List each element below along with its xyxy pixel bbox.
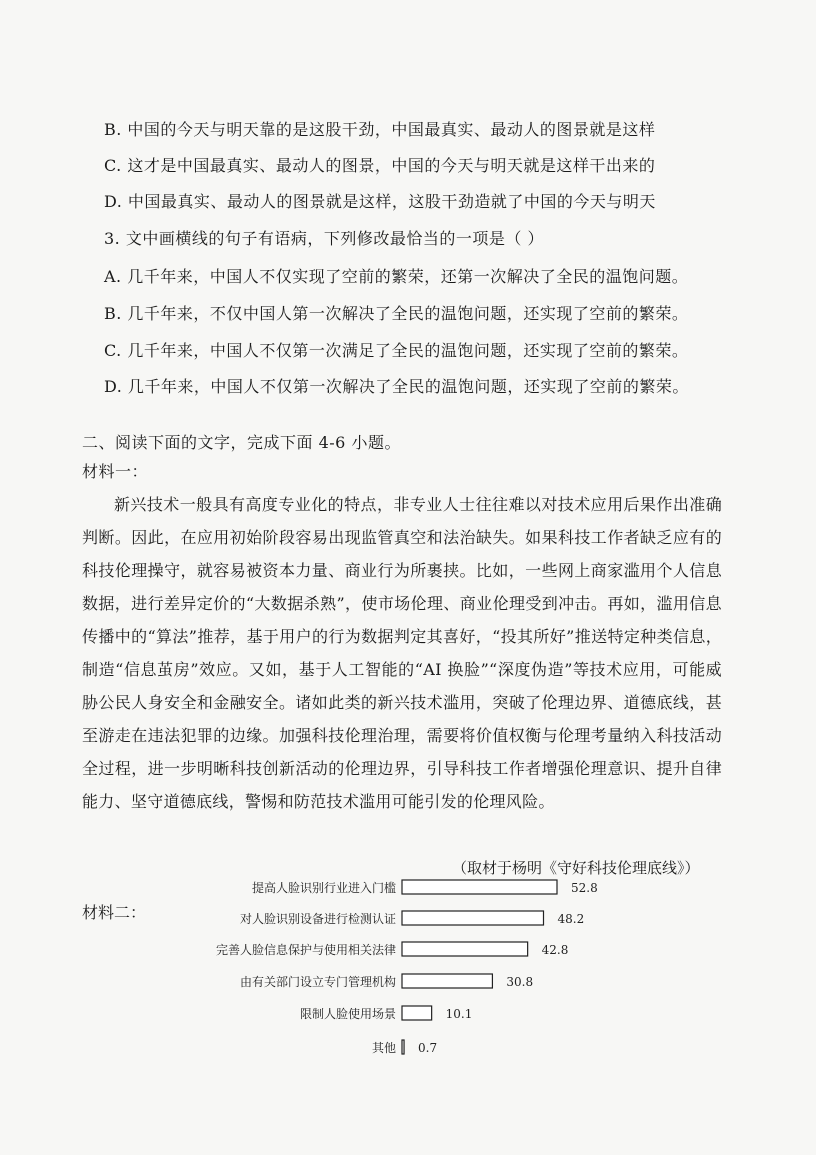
value-label: 52.8 xyxy=(571,881,598,895)
bar xyxy=(402,1040,404,1054)
question-3-option-b: B. 几千年来，不仅中国人第一次解决了全民的温饱问题，还实现了空前的繁荣。 xyxy=(104,304,689,323)
section-2-heading: 二、阅读下面的文字，完成下面 4-6 小题。 xyxy=(82,433,401,452)
bar xyxy=(402,974,492,988)
value-label: 0.7 xyxy=(418,1041,438,1055)
question-3-option-d: D. 几千年来，中国人不仅第一次解决了全民的温饱问题，还实现了空前的繁荣。 xyxy=(104,377,689,396)
option-b-prev: B. 中国的今天与明天靠的是这股干劲，中国最真实、最动人的图景就是这样 xyxy=(104,120,656,139)
material-1-source: （取材于杨明《守好科技伦理底线》） xyxy=(452,859,700,877)
material-1-text: 新兴技术一般具有高度专业化的特点，非专业人士往往难以对技术应用后果作出准确判断。因此，在应用初始阶段容易出现监管真空和法治缺失。如果科技工作者缺乏应有的科技伦理操守，就容易被资本力量、商业行为所裹挟。比如，一些网上商家滥用个人信息数据，进行差异定价的“大数据杀熟”，使市场伦理、商业伦理受到冲击。再如，滥用信息传播中的“算法”推荐，基于用户的行为数据判定其喜好，“投其所好”推送特定种类信息，制造“信息茧房”效应。又如，基于人工智能的“AI 换脸”“深度伪造”等技术应用，可能威胁公民人身安全和金融安全。诸如此类的新兴技术滥用，突破了伦理边界、道德底线，甚至游走在违法犯罪的边缘。加强科技伦理治理，需要将价值权衡与伦理考量纳入科技活动全过程，进一步明晰科技创新活动的伦理边界，引导科技工作者增强伦理意识、提升自律能力、坚守道德底线，警惕和防范技术滥用可能引发的伦理风险。 xyxy=(82,495,722,811)
bar xyxy=(402,880,557,894)
option-d-prev: D. 中国最真实、最动人的图景就是这样，这股干劲造就了中国的今天与明天 xyxy=(104,192,656,211)
material-1-label: 材料一： xyxy=(82,462,149,481)
value-label: 42.8 xyxy=(541,943,569,957)
material-2-label: 材料二： xyxy=(82,903,147,922)
bar xyxy=(402,911,543,925)
category-label: 其他 xyxy=(371,1041,396,1055)
value-label: 10.1 xyxy=(445,1007,473,1021)
question-3-stem: 3. 文中画横线的句子有语病，下列修改最恰当的一项是（ ） xyxy=(104,229,544,248)
category-label: 由有关部门设立专门管理机构 xyxy=(239,975,396,989)
bar xyxy=(402,942,528,956)
category-label: 限制人脸使用场景 xyxy=(299,1007,396,1021)
category-label: 完善人脸信息保护与使用相关法律 xyxy=(215,943,396,957)
category-label: 对人脸识别设备进行检测认证 xyxy=(239,912,396,926)
question-3-option-a: A. 几千年来，中国人不仅实现了空前的繁荣，还第一次解决了全民的温饱问题。 xyxy=(104,267,689,286)
value-label: 48.2 xyxy=(557,912,585,926)
category-label: 提高人脸识别行业进入门槛 xyxy=(251,881,396,895)
value-label: 30.8 xyxy=(506,975,534,989)
bar xyxy=(402,1006,432,1020)
bar-chart xyxy=(0,870,816,1070)
option-c-prev: C. 这才是中国最真实、最动人的图景，中国的今天与明天就是这样干出来的 xyxy=(104,156,656,175)
question-3-option-c: C. 几千年来，中国人不仅第一次满足了全民的温饱问题，还实现了空前的繁荣。 xyxy=(104,341,689,360)
